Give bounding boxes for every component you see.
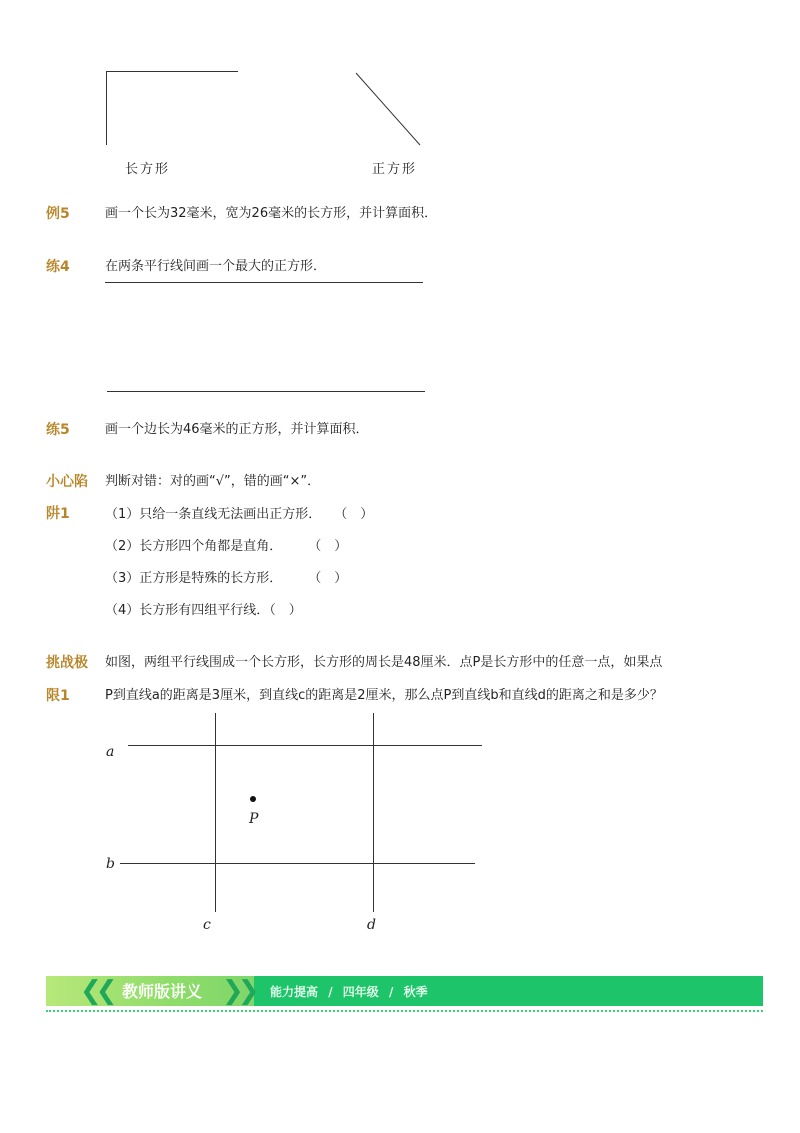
chevron-left-icon: ❮❮ xyxy=(80,976,112,1006)
footer-brand xyxy=(122,983,202,1001)
trap-item-3: （3）正方形是特殊的长方形． （ ） xyxy=(105,571,348,586)
challenge-tag-line2: 限1 xyxy=(46,688,70,704)
ex5-text: 画一个长为32毫米，宽为26毫米的长方形，并计算面积． xyxy=(105,206,438,221)
chevron-right-icon: ❯❯ xyxy=(222,976,254,1006)
trap-item-2: （2）长方形四个角都是直角． （ ） xyxy=(105,539,348,554)
challenge-line2: P到直线a的距离是3厘米，到直线c的距离是2厘米，那么点P到直线b和直线d的距离之和是多少？ xyxy=(105,688,663,703)
footer-crumbs xyxy=(270,985,428,999)
parallel-line-bottom xyxy=(107,391,425,392)
footer-dotted-rule xyxy=(46,1010,763,1012)
point-p-dot xyxy=(250,796,256,802)
line-c xyxy=(215,713,216,912)
footer-crumb-2: 四年级 xyxy=(342,985,379,999)
parallel-line-top xyxy=(105,282,423,283)
pr5-tag: 练5 xyxy=(46,422,70,438)
trap-item-1: （1）只给一条直线无法画出正方形． （ ） xyxy=(105,507,374,522)
label-a: a xyxy=(106,744,115,760)
pr4-tag: 练4 xyxy=(46,259,70,275)
line-d xyxy=(373,713,374,912)
footer-sep-1: / xyxy=(328,985,333,999)
square-diagonal-line xyxy=(356,73,420,145)
rect-label: 长方形 xyxy=(125,162,171,177)
label-p: P xyxy=(249,811,259,827)
trap-intro: 判断对错：对的画“√”，错的画“×”． xyxy=(105,474,321,489)
challenge-tag-line1: 挑战极 xyxy=(46,655,88,671)
footer-crumb-3: 秋季 xyxy=(403,985,428,999)
trap-item-4: （4）长方形有四组平行线．（ ） xyxy=(105,603,302,618)
line-b xyxy=(120,863,475,864)
challenge-line1: 如图，两组平行线围成一个长方形，长方形的周长是48厘米．点P是长方形中的任意一点，如果点 xyxy=(105,655,663,670)
trap-tag-line1: 小心陷 xyxy=(46,474,88,490)
square-label: 正方形 xyxy=(372,162,418,177)
footer-crumb-1: 能力提高 xyxy=(270,985,319,999)
label-c: c xyxy=(203,917,211,933)
footer-brand-text: 教师版讲义 xyxy=(122,982,203,1001)
label-d: d xyxy=(367,917,376,933)
footer-sep-2: / xyxy=(388,985,394,999)
line-a xyxy=(128,745,482,746)
pr4-text: 在两条平行线间画一个最大的正方形． xyxy=(105,259,327,274)
trap-tag-line2: 阱1 xyxy=(46,506,70,522)
label-b: b xyxy=(106,856,115,872)
ex5-tag: 例5 xyxy=(46,206,70,222)
pr5-text: 画一个边长为46毫米的正方形，并计算面积． xyxy=(105,422,369,437)
